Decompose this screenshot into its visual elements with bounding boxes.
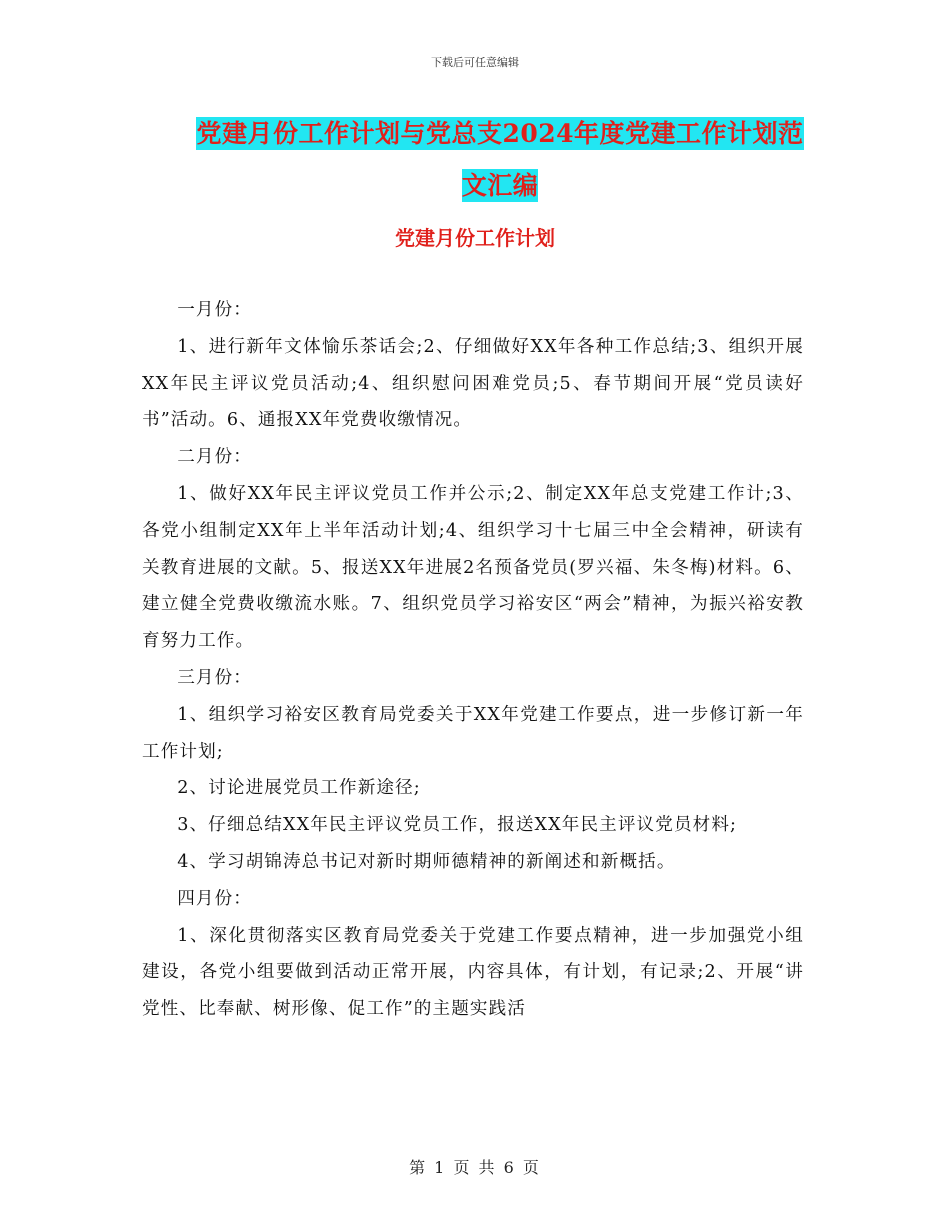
paragraph-march-item-1: 1、组织学习裕安区教育局党委关于XX年党建工作要点，进一步修订新一年工作计划;: [142, 704, 804, 762]
paragraph-april-content: 1、深化贯彻落实区教育局党委关于党建工作要点精神，进一步加强党小组建设，各党小组要做到活动正常开展，内容具体，有计划，有记录;2、开展“讲党性、比奉献、树形像、促工作”的主题实践活: [142, 925, 804, 1020]
paragraph-january-content: 1、进行新年文体愉乐茶话会;2、仔细做好XX年各种工作总结;3、组织开展XX年民主评议党员活动;4、组织慰问困难党员;5、春节期间开展“党员读好书”活动。6、通报XX年党费收缴情况。: [142, 336, 804, 431]
paragraph-february-content: 1、做好XX年民主评议党员工作并公示;2、制定XX年总支党建工作计;3、各党小组制定XX年上半年活动计划;4、组织学习十七届三中全会精神，研读有关教育进展的文献。5、报送XX年进展2名预备党员(罗兴福、朱冬梅)材料。6、建立健全党费收缴流水账。7、组织党员学习裕安区“两会”精神，为振兴裕安教育努力工作。: [142, 483, 804, 652]
paragraph-march-label: 三月份：: [177, 667, 252, 688]
document-title: [185, 108, 815, 212]
paragraph-april-label: 四月份：: [177, 888, 252, 909]
paragraph-march-item-3: 3、仔细总结XX年民主评议党员工作，报送XX年民主评议党员材料;: [177, 815, 738, 836]
paragraph-march-item-2: 2、讨论进展党员工作新途径;: [177, 778, 421, 799]
paragraph-january-label: 一月份：: [177, 300, 252, 320]
document-title-line2: 文汇编: [461, 171, 539, 200]
document-title-line1: 党建月份工作计划与党总支2024年度党建工作计划范: [196, 119, 804, 148]
paragraph-february-label: 二月份：: [177, 447, 252, 468]
header-note: 下载后可任意编辑: [431, 56, 519, 69]
section-heading: 党建月份工作计划: [395, 226, 555, 250]
page-number: 第 1 页 共 6 页: [409, 1158, 541, 1177]
paragraph-march-item-4: 4、学习胡锦涛总书记对新时期师德精神的新阐述和新概括。: [177, 851, 676, 872]
document-body: [142, 292, 804, 1028]
